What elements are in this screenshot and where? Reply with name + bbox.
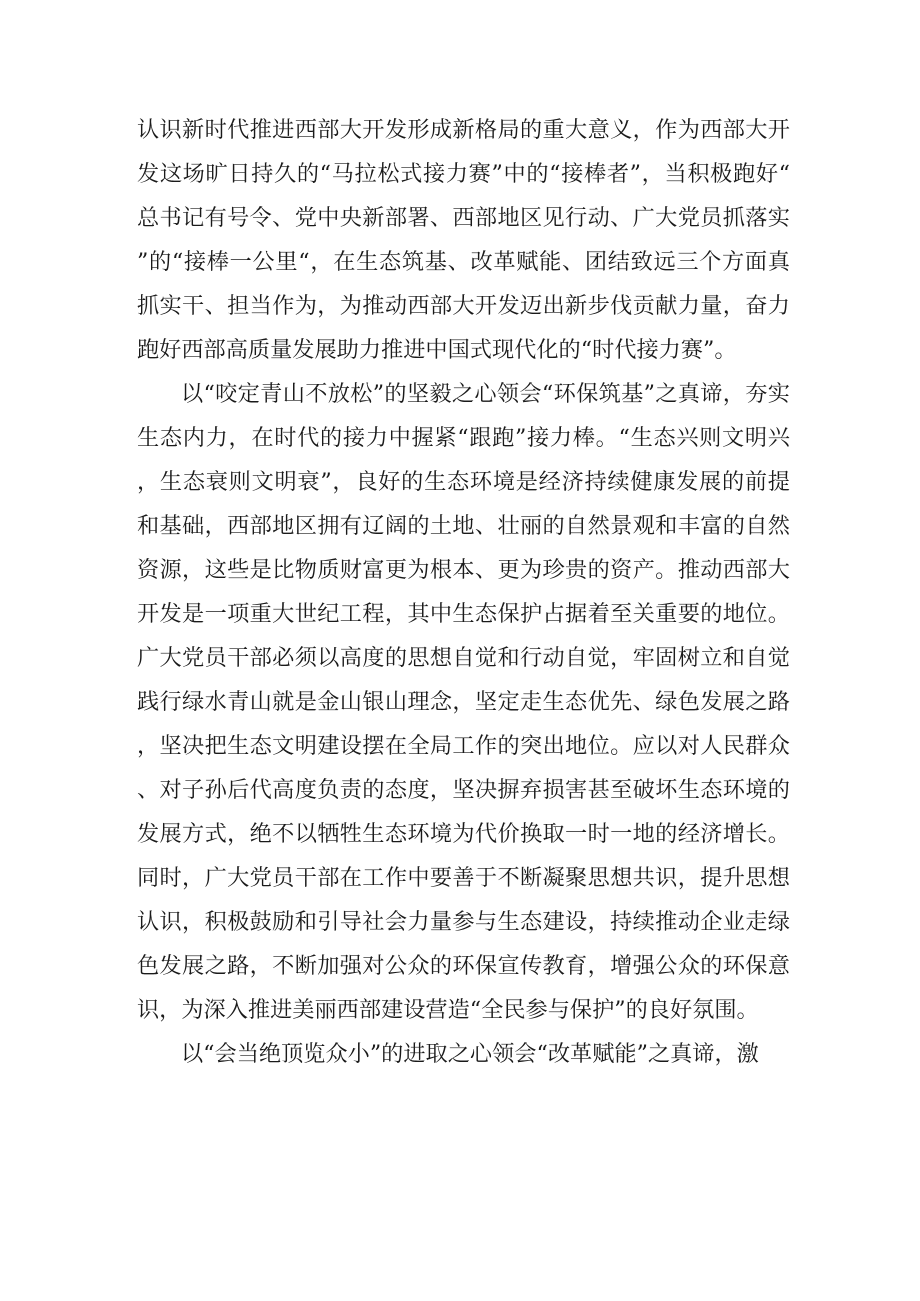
paragraph-2: 以“咬定青山不放松”的坚毅之心领会“环保筑基”之真谛，夯实生态内力，在时代的接力中握紧“跟跑”接力棒。“生态兴则文明兴，生态衰则文明衰”，良好的生态环境是经济持续健康发展的前提和基础，西部地区拥有辽阔的土地、壮丽的自然景观和丰富的自然资源，这些是比物质财富更为根本、更为珍贵的资产。推动西部大开发是一项重大世纪工程，其中生态保护占据着至关重要的地位。广大党员干部必须以高度的思想自觉和行动自觉，牢固树立和自觉践行绿水青山就是金山银山理念，坚定走生态优先、绿色发展之路，坚决把生态文明建设摆在全局工作的突出地位。应以对人民群众、对子孙后代高度负责的态度，坚决摒弃损害甚至破坏生态环境的发展方式，绝不以牺牲生态环境为代价换取一时一地的经济增长。同时，广大党员干部在工作中要善于不断凝聚思想共识，提升思想认识，积极鼓励和引导社会力量参与生态建设，持续推动企业走绿色发展之路，不断加强对公众的环保宣传教育，增强公众的环保意识，为深入推进美丽西部建设营造“全民参与保护”的良好氛围。 (137, 381, 790, 1023)
paragraph-3: 以“会当绝顶览众小”的进取之心领会“改革赋能”之真谛，激 (181, 1041, 759, 1067)
document-body (137, 108, 790, 1076)
paragraph-1: 认识新时代推进西部大开发形成新格局的重大意义，作为西部大开发这场旷日持久的“马拉松式接力赛”中的“接棒者”，当积极跑好“总书记有号令、党中央新部署、西部地区见行动、广大党员抓落实”的“接棒一公里“，在生态筑基、改革赋能、团结致远三个方面真抓实干、担当作为，为推动西部大开发迈出新步伐贡献力量，奋力跑好西部高质量发展助力推进中国式现代化的“时代接力赛”。 (137, 117, 790, 363)
